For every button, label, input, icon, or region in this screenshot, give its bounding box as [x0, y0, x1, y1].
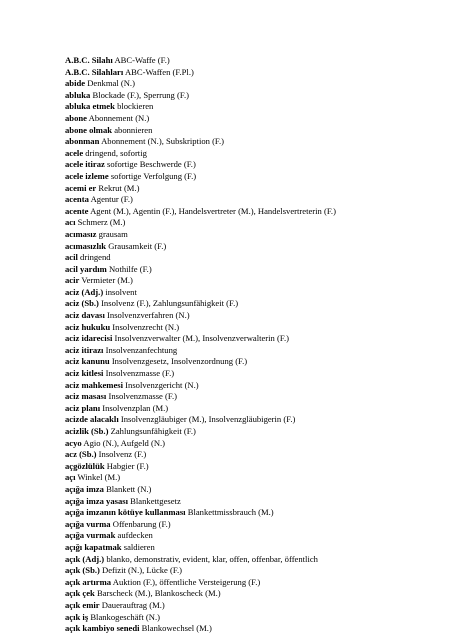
dictionary-entry [65, 530, 445, 542]
entry-definition: Grausamkeit (F.) [108, 240, 167, 251]
entry-term: açığa vurmak [65, 530, 116, 541]
entry-term: aciz mahkemesi [65, 379, 123, 390]
entry-term: A.B.C. Silahı [65, 55, 113, 65]
entry-definition: sofortige Verfolgung (F.) [110, 170, 197, 181]
entry-definition: Agentur (F.) [90, 194, 133, 205]
entry-term: acir [65, 275, 80, 286]
dictionary-entry [65, 472, 445, 484]
entry-definition: Insolvenzanfechtung [105, 344, 178, 355]
entry-definition: ABC-Waffe (F.) [114, 55, 170, 65]
dictionary-entry [65, 78, 445, 90]
entry-term: acz (Sb.) [65, 449, 97, 460]
entry-term: aciz idarecisi [65, 333, 113, 344]
entry-definition: Insolvenzgläubiger (M.), Insolvenzgläubigerin (F.) [120, 414, 296, 425]
entry-term: abonman [65, 136, 100, 147]
dictionary-entry [65, 542, 445, 554]
dictionary-entry [65, 484, 445, 496]
dictionary-entry [65, 496, 445, 508]
entry-term: aciz kitlesi [65, 368, 104, 379]
dictionary-entry [65, 554, 445, 566]
entry-term: açığa imza yasası [65, 495, 129, 506]
entry-term: acele izleme [65, 170, 109, 181]
entry-definition: Insolvenzgesetz, Insolvenzordnung (F.) [111, 356, 248, 367]
entry-definition: Insolvenzmasse (F.) [105, 368, 175, 379]
entry-definition: Insolvenzgericht (N.) [125, 379, 199, 390]
dictionary-entry [65, 380, 445, 392]
entry-definition: dringend [80, 252, 111, 263]
dictionary-entry [65, 287, 445, 299]
dictionary-entry [65, 519, 445, 531]
entry-term: açık iş [65, 611, 89, 622]
entry-definition: Blankowechsel (M.) [141, 623, 212, 634]
entry-term: aciz hukuku [65, 321, 111, 332]
dictionary-entry [65, 623, 445, 635]
entry-definition: Agio (N.), Aufgeld (N.) [83, 437, 166, 448]
entry-term: açığa imzanın kötüye kullanması [65, 507, 186, 518]
entry-definition: Insolvenzverfahren (N.) [107, 310, 190, 321]
dictionary-entry [65, 67, 445, 79]
dictionary-entry [65, 217, 445, 229]
dictionary-entry [65, 90, 445, 102]
entry-definition: saldieren [123, 541, 155, 552]
dictionary-entry [65, 310, 445, 322]
dictionary-entry [65, 136, 445, 148]
dictionary-entry [65, 101, 445, 113]
entry-definition: ABC-Waffen (F.Pl.) [124, 66, 194, 77]
dictionary-entry [65, 577, 445, 589]
entry-definition: Denkmal (N.) [87, 78, 135, 89]
dictionary-entry [65, 333, 445, 345]
entry-term: aciz kanunu [65, 356, 110, 367]
entry-term: aciz masası [65, 391, 107, 402]
dictionary-entry [65, 113, 445, 125]
dictionary-entry [65, 183, 445, 195]
entry-term: acyo [65, 437, 82, 448]
entry-term: abluka [65, 89, 91, 100]
dictionary-entry [65, 438, 445, 450]
dictionary-entry [65, 612, 445, 624]
entry-definition: Blankett (N.) [106, 483, 152, 494]
dictionary-entry [65, 449, 445, 461]
dictionary-entry [65, 368, 445, 380]
entry-term: açık kambiyo senedi [65, 623, 140, 634]
dictionary-entry [65, 171, 445, 183]
dictionary-entry [65, 206, 445, 218]
entry-definition: Schmerz (M.) [77, 217, 126, 228]
entry-definition: Abonnement (N.) [88, 112, 150, 123]
entry-definition: Insolvenzverwalter (M.), Insolvenzverwalterin (F.) [114, 333, 289, 344]
entry-definition: Rekrut (M.) [98, 182, 140, 193]
entry-term: acemi er [65, 182, 97, 193]
entry-term: açık (Sb.) [65, 565, 100, 576]
entry-definition: dringend, sofortig [85, 147, 147, 158]
dictionary-entry [65, 588, 445, 600]
entry-definition: blockieren [117, 101, 154, 112]
entry-term: aciz (Adj.) [65, 286, 104, 297]
dictionary-entry [65, 148, 445, 160]
dictionary-entry-list [65, 55, 445, 635]
entry-definition: Blankettmissbrauch (M.) [187, 507, 274, 518]
dictionary-entry [65, 55, 445, 67]
entry-definition: Abonnement (N.), Subskription (F.) [101, 136, 225, 147]
entry-definition: Barscheck (M.), Blankoscheck (M.) [97, 588, 221, 599]
entry-term: aciz planı [65, 402, 101, 413]
entry-term: acele itiraz [65, 159, 105, 170]
entry-term: aciz davası [65, 310, 105, 321]
entry-definition: grausam [98, 228, 128, 239]
dictionary-entry [65, 345, 445, 357]
dictionary-entry [65, 403, 445, 415]
entry-definition: Auktion (F.), öffentliche Versteigerung (F.) [112, 576, 261, 587]
entry-term: açık artırma [65, 576, 112, 587]
entry-term: abone [65, 112, 87, 123]
entry-definition: Agent (M.), Agentin (F.), Handelsvertreter (M.), Handelsvertreterin (F.) [90, 205, 336, 216]
entry-term: acil yardım [65, 263, 107, 274]
entry-definition: Vermieter (M.) [81, 275, 133, 286]
entry-definition: Insolvenz (F.), Zahlungsunfähigkeit (F.) [101, 298, 239, 309]
dictionary-entry [65, 275, 445, 287]
entry-definition: Dauerauftrag (M.) [101, 599, 165, 610]
entry-term: acı [65, 217, 76, 228]
entry-definition: Blankettgesetz [130, 495, 181, 506]
entry-definition: Winkel (M.) [77, 472, 121, 483]
entry-term: açık çek [65, 588, 95, 599]
dictionary-entry [65, 565, 445, 577]
dictionary-entry [65, 461, 445, 473]
dictionary-entry [65, 229, 445, 241]
entry-definition: Insolvenzrecht (N.) [112, 321, 180, 332]
entry-term: abone olmak [65, 124, 113, 135]
entry-definition: aufdecken [117, 530, 153, 541]
entry-definition: Defizit (N.), Lücke (F.) [102, 565, 182, 576]
entry-term: açık (Adj.) [65, 553, 105, 564]
entry-term: açgözlülük [65, 460, 105, 471]
entry-definition: insolvent [105, 286, 137, 297]
dictionary-entry [65, 159, 445, 171]
entry-term: acente [65, 205, 89, 216]
dictionary-entry [65, 194, 445, 206]
dictionary-entry [65, 125, 445, 137]
dictionary-entry [65, 426, 445, 438]
entry-definition: sofortige Beschwerde (F.) [107, 159, 196, 170]
dictionary-entry [65, 322, 445, 334]
entry-term: acil [65, 252, 78, 263]
entry-term: acizlik (Sb.) [65, 426, 109, 436]
entry-term: açığa imza [65, 483, 104, 494]
entry-term: A.B.C. Silahları [65, 66, 124, 77]
entry-term: acenta [65, 194, 89, 205]
entry-term: aciz itirazı [65, 344, 104, 355]
entry-term: abide [65, 78, 86, 89]
dictionary-entry [65, 391, 445, 403]
entry-definition: Zahlungsunfähigkeit (F.) [110, 426, 196, 436]
entry-definition: blanko, demonstrativ, evident, klar, offen, offenbar, öffentlich [106, 553, 318, 564]
dictionary-entry [65, 241, 445, 253]
entry-definition: Blockade (F.), Sperrung (F.) [92, 89, 189, 100]
entry-term: acele [65, 147, 84, 158]
entry-term: açığa vurma [65, 518, 111, 529]
entry-definition: Insolvenz (F.) [98, 449, 147, 460]
entry-term: acizde alacaklı [65, 414, 119, 425]
entry-term: açık emir [65, 599, 100, 610]
entry-definition: Nothilfe (F.) [108, 263, 152, 274]
dictionary-entry [65, 600, 445, 612]
entry-definition: abonnieren [114, 124, 153, 135]
dictionary-entry [65, 414, 445, 426]
entry-definition: Insolvenzplan (M.) [102, 402, 169, 413]
entry-definition: Offenbarung (F.) [112, 518, 171, 529]
entry-term: acımasızlık [65, 240, 107, 251]
entry-definition: Habgier (F.) [106, 460, 149, 471]
entry-term: aciz (Sb.) [65, 298, 99, 309]
entry-term: acımasız [65, 228, 97, 239]
dictionary-entry [65, 264, 445, 276]
dictionary-entry [65, 507, 445, 519]
dictionary-entry [65, 356, 445, 368]
entry-term: açı [65, 472, 76, 483]
dictionary-entry [65, 252, 445, 264]
dictionary-entry [65, 298, 445, 310]
entry-definition: Blankogeschäft (N.) [90, 611, 161, 622]
entry-term: açığı kapatmak [65, 541, 122, 552]
entry-definition: Insolvenzmasse (F.) [108, 391, 177, 402]
entry-term: abluka etmek [65, 101, 115, 112]
